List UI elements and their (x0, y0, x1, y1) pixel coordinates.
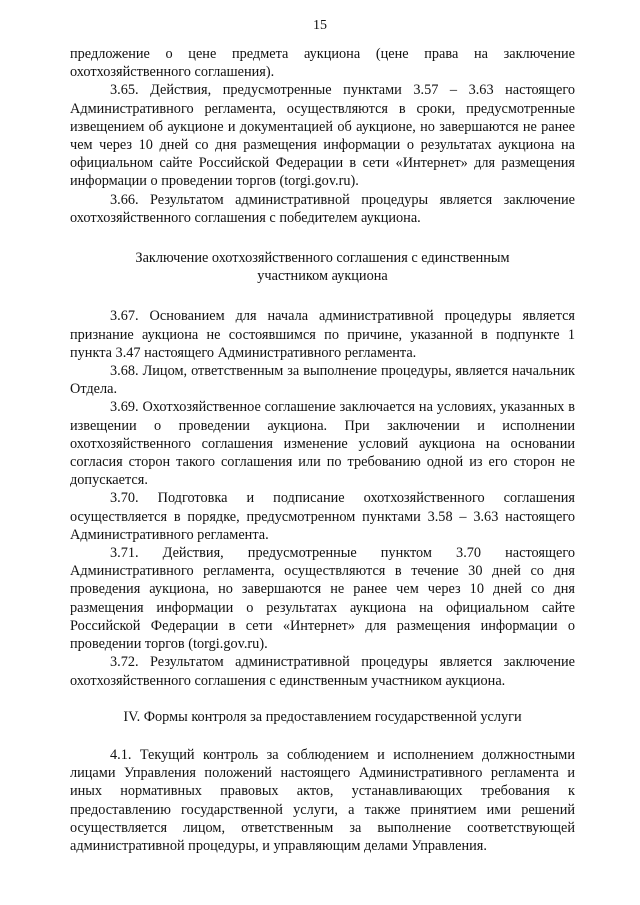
spacer (70, 726, 575, 746)
paragraph-continuation: предложение о цене предмета аукциона (цене права на заключение охотхозяйственного соглашения). (70, 46, 575, 81)
paragraph-3-66: 3.66. Результатом административной процедуры является заключение охотхозяйственного соглашения с победителем аукциона. (70, 191, 575, 226)
section-heading-line-2: участником аукциона (257, 268, 388, 285)
spacer (70, 227, 575, 249)
chapter-heading: IV. Формы контроля за предоставлением государственной услуги (123, 708, 522, 725)
paragraph-4-1: 4.1. Текущий контроль за соблюдением и исполнением должностными лицами Управления положений настоящего Административного регламента и иных нормативных правовых актов, устанавливающих требования к предоставлению государственной услуги, а также принятием ими решений осуществляется лицом, ответственным за выполнение соответствующей административной процедуры, и управляющим делами Управления. (70, 746, 575, 854)
paragraph-3-67: 3.67. Основанием для начала административной процедуры является признание аукциона не состоявшимся по причине, указанной в подпункте 1 пункта 3.47 настоящего Административного регламента. (70, 308, 575, 361)
page-number: 15 (313, 18, 327, 33)
paragraph-3-70: 3.70. Подготовка и подписание охотхозяйственного соглашения осуществляется в порядке, предусмотренном пунктами 3.58 – 3.63 настоящего Административного регламента. (70, 490, 575, 543)
paragraph-3-69: 3.69. Охотхозяйственное соглашение заключается на условиях, указанных в извещении о проведении аукциона. При заключении и исполнении охотхозяйственного соглашения изменение условий аукциона на основании согласия сторон такого соглашения или по требованию одной из его сторон не допускается. (70, 399, 575, 489)
paragraph-3-71: 3.71. Действия, предусмотренные пунктом 3.70 настоящего Административного регламента, осуществляются в течение 30 дней со дня проведения аукциона, но завершаются не ранее чем через 10 дней со дня размещения информации о результатах аукциона на официальном сайте Российской Федерации в сети «Интернет» для размещения информации о проведении торгов (torgi.gov.ru). (70, 545, 575, 653)
document-body (70, 45, 575, 855)
spacer (70, 690, 575, 708)
spacer (70, 285, 575, 307)
paragraph-3-65: 3.65. Действия, предусмотренные пунктами 3.57 – 3.63 настоящего Административного регламента, осуществляются в сроки, предусмотренные извещением об аукционе и документацией об аукционе, но завершаются не ранее чем через 10 дней со дня размещения информации о результатах аукциона на официальном сайте Российской Федерации в сети «Интернет» для размещения информации о проведении торгов (torgi.gov.ru). (70, 82, 575, 190)
paragraph-3-72: 3.72. Результатом административной процедуры является заключение охотхозяйственного соглашения с единственным участником аукциона. (70, 654, 575, 689)
paragraph-3-68: 3.68. Лицом, ответственным за выполнение процедуры, является начальник Отдела. (70, 363, 575, 398)
section-heading-line-1: Заключение охотхозяйственного соглашения с единственным (135, 250, 510, 267)
